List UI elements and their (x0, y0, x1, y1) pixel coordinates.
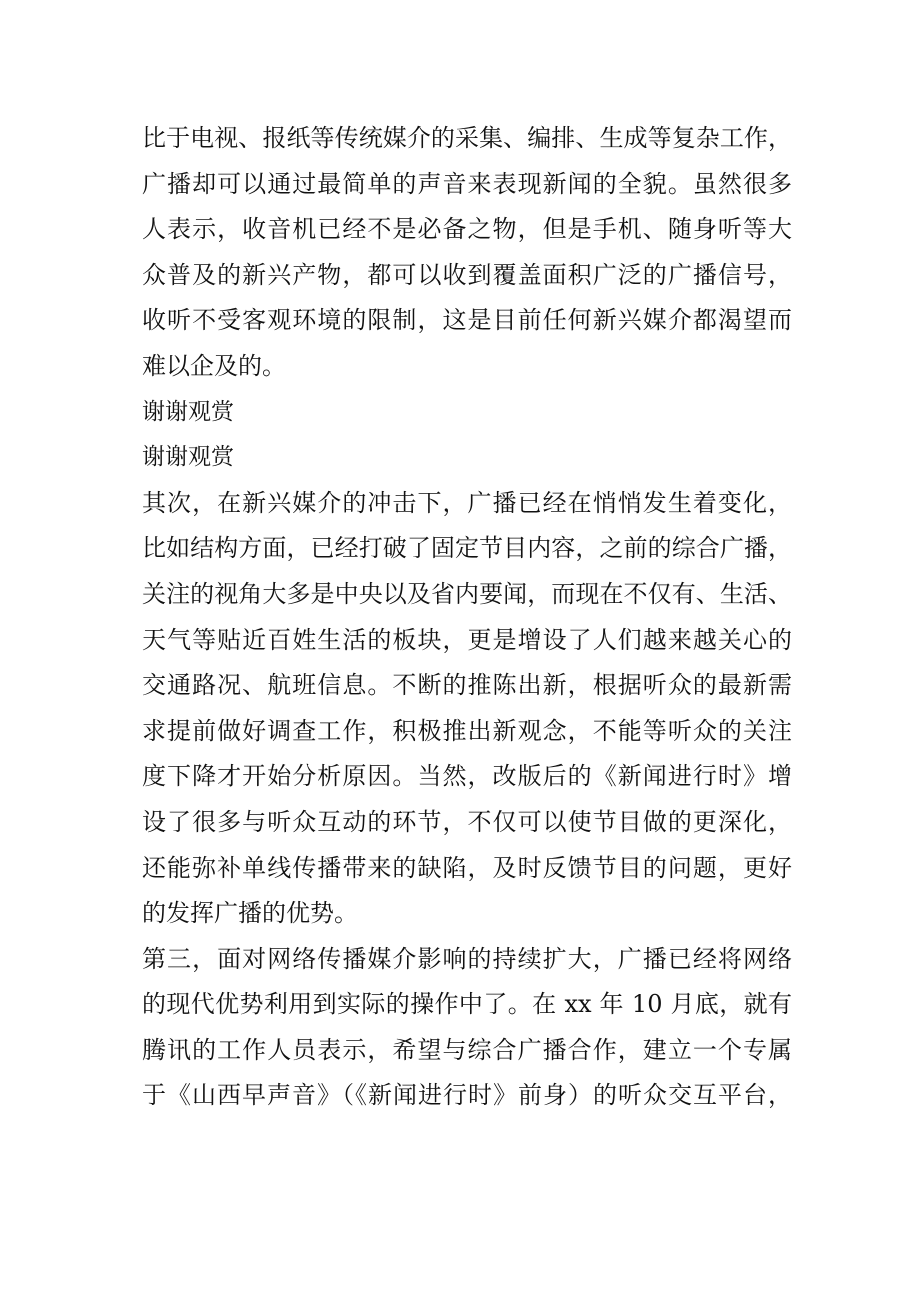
text-line: 的发挥广播的优势。 (142, 899, 358, 928)
text-line: 比于电视、报纸等传统媒介的采集、编排、生成等复杂工作， (142, 124, 792, 152)
text-line: 还能弥补单线传播带来的缺陷，及时反馈节目的问题，更好 (142, 853, 792, 882)
text-line: 的现代优势利用到实际的操作中了。在 xx 年 10 月底，就有 (142, 990, 792, 1019)
text-line: 收听不受客观环境的限制，这是目前任何新兴媒介都渴望而 (142, 306, 792, 335)
text-line: 求提前做好调查工作，积极推出新观念，不能等听众的关注 (142, 716, 792, 745)
text-line: 度下降才开始分析原因。当然，改版后的《新闻进行时》增 (142, 762, 792, 791)
text-line: 交通路况、航班信息。不断的推陈出新，根据听众的最新需 (142, 671, 792, 700)
text-line: 比如结构方面，已经打破了固定节目内容，之前的综合广播， (142, 534, 792, 563)
text-line: 人表示，收音机已经不是必备之物，但是手机、随身听等大 (142, 215, 792, 244)
text-line: 腾讯的工作人员表示，希望与综合广播合作，建立一个专属 (142, 1035, 792, 1064)
body-text (142, 116, 792, 1119)
text-line: 难以企及的。 (142, 351, 286, 380)
text-line: 第三，面对网络传播媒介影响的持续扩大，广播已经将网络 (142, 944, 792, 973)
text-line: 关注的视角大多是中央以及省内要闻，而现在不仅有、生活、 (142, 579, 792, 608)
text-line: 天气等贴近百姓生活的板块，更是增设了人们越来越关心的 (142, 625, 792, 654)
text-line: 广播却可以通过最简单的声音来表现新闻的全貌。虽然很多 (142, 169, 792, 198)
text-line: 于《山西早声音》（《新闻进行时》前身）的听众交互平台， (142, 1081, 792, 1110)
thanks-line: 谢谢观赏 (142, 444, 234, 471)
text-line: 其次，在新兴媒介的冲击下，广播已经在悄悄发生着变化， (142, 488, 792, 517)
text-line: 众普及的新兴产物，都可以收到覆盖面积广泛的广播信号， (142, 260, 792, 289)
text-line: 设了很多与听众互动的环节，不仅可以使节目做的更深化， (142, 807, 792, 836)
thanks-line: 谢谢观赏 (142, 398, 234, 425)
